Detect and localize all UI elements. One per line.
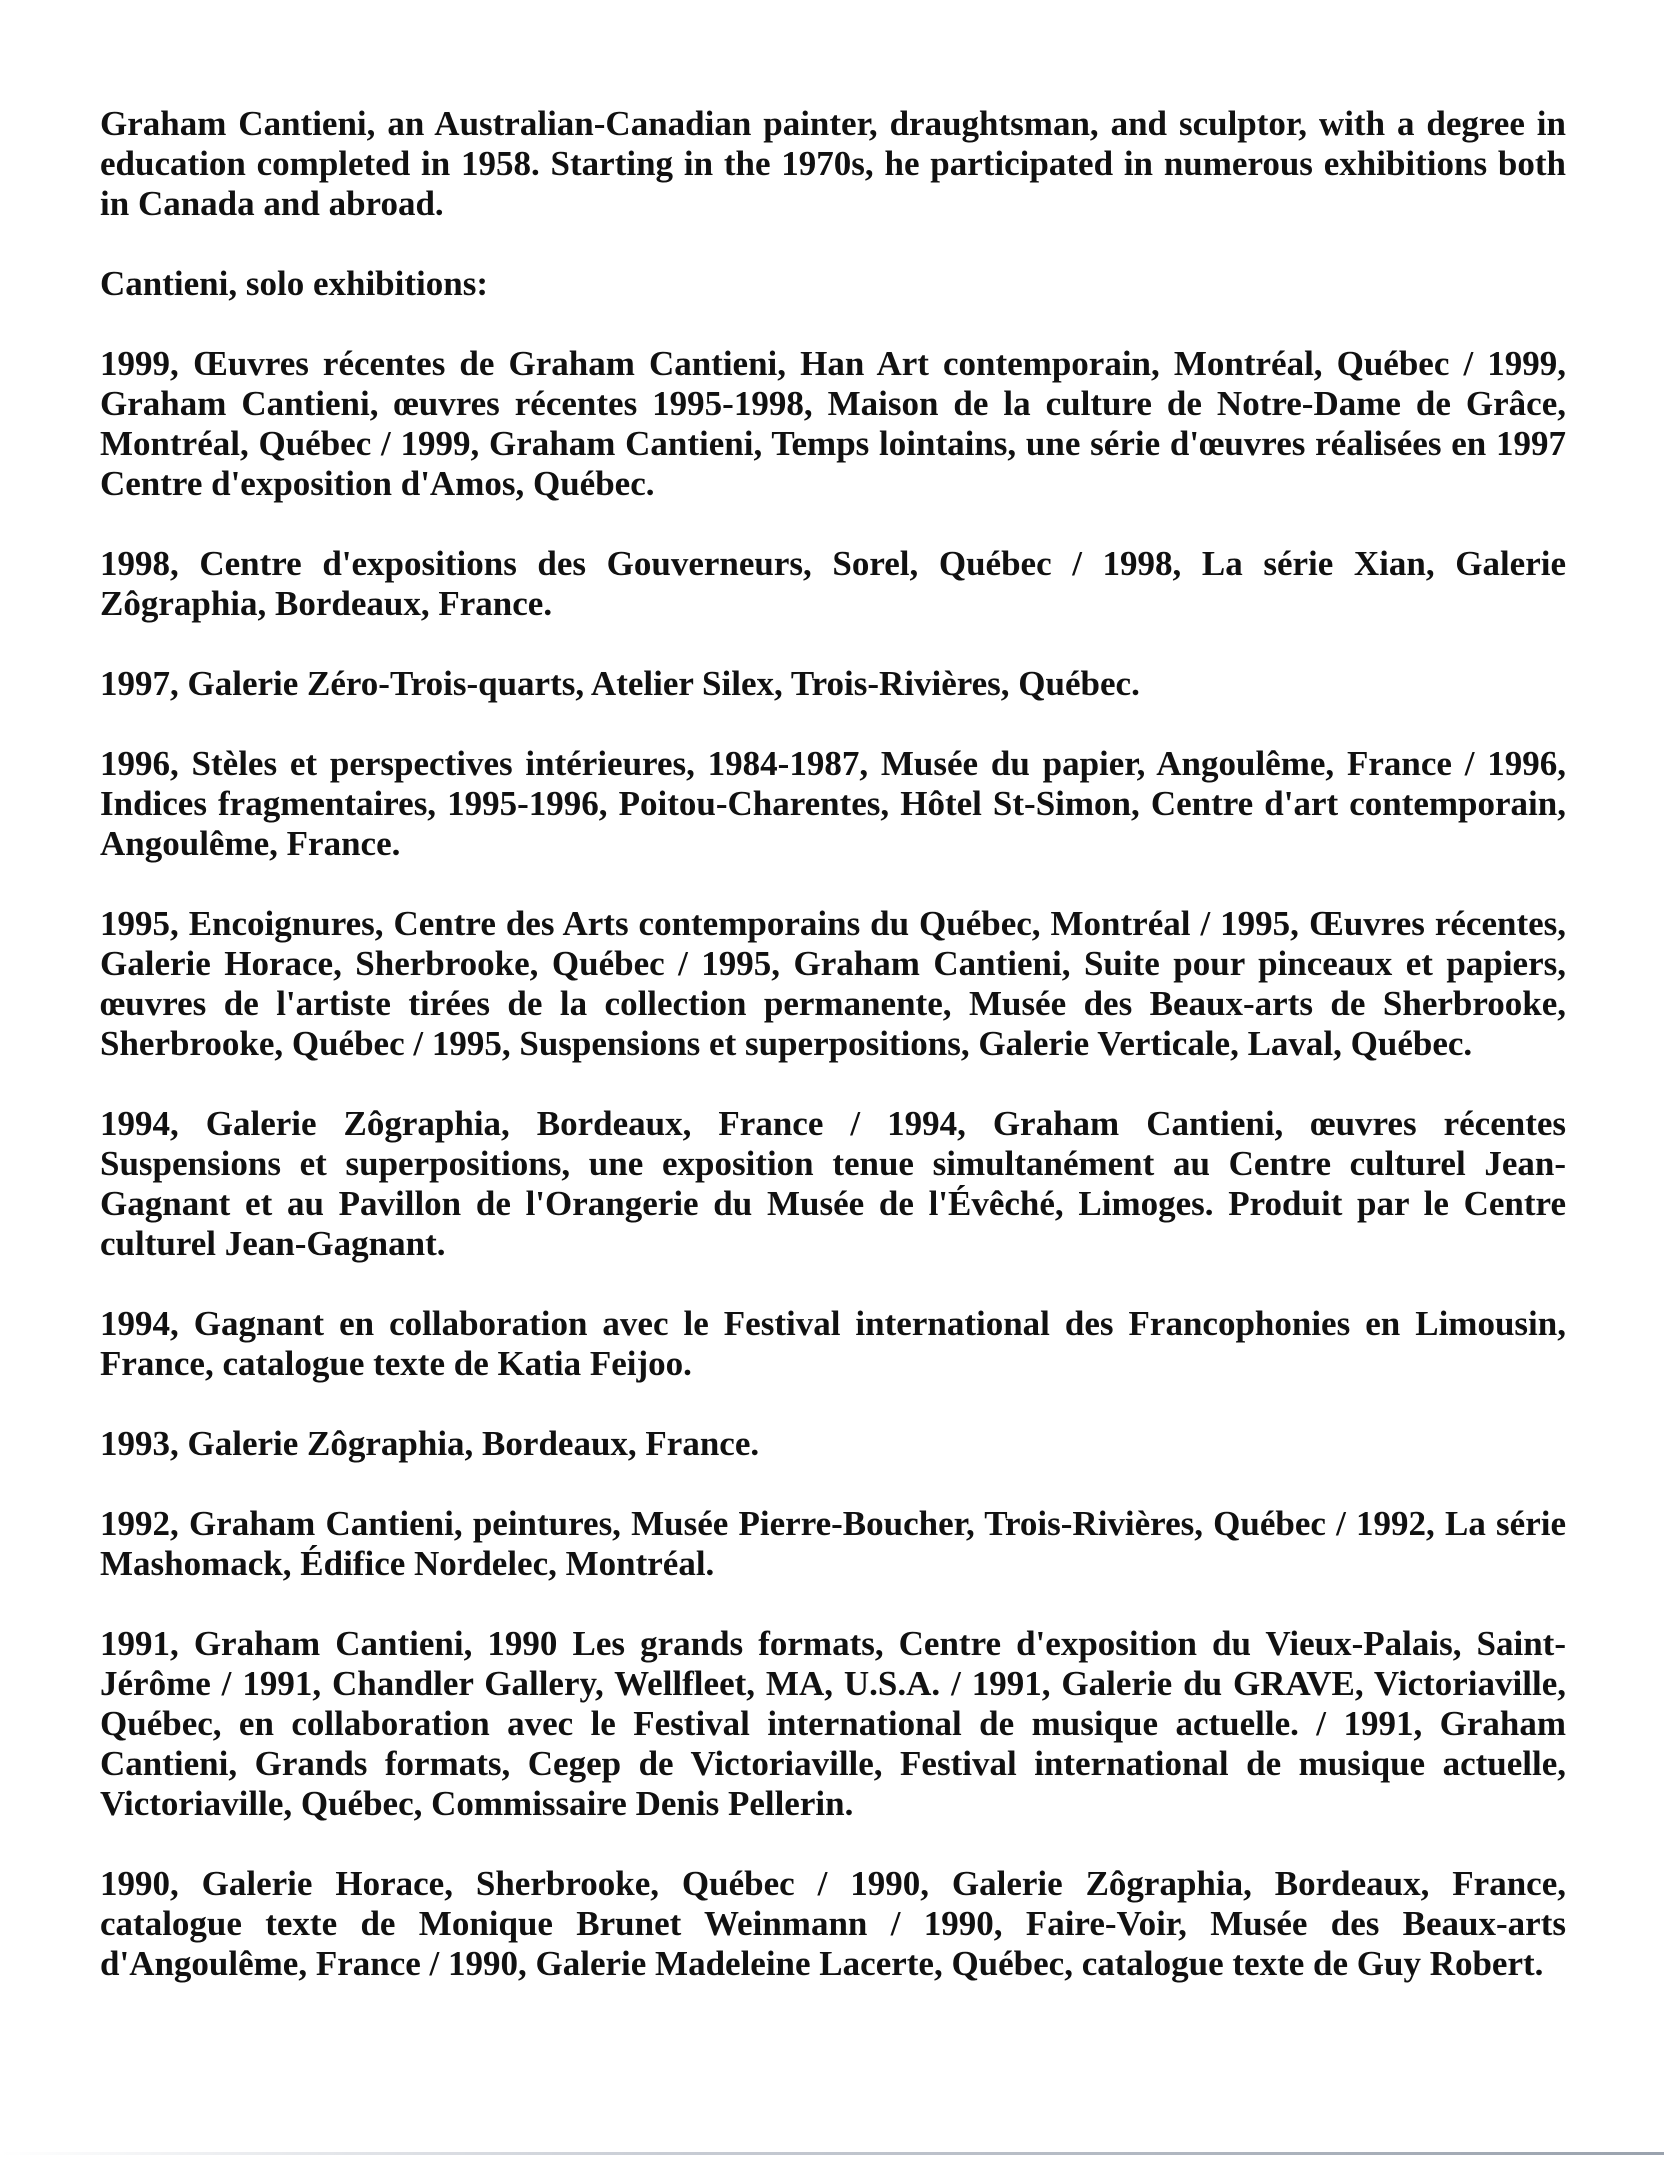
document-body xyxy=(100,104,1566,2024)
exhibition-entry-1997: 1997, Galerie Zéro-Trois-quarts, Atelier Silex, Trois-Rivières, Québec. xyxy=(100,664,1140,703)
exhibition-entry-1994-a: 1994, Galerie Zôgraphia, Bordeaux, France / 1994, Graham Cantieni, œuvres récentes Suspensions et superpositions, une exposition tenue simultanément au Centre culturel Jean-Gagnant et au Pavillon de l'Orangerie du Musée de l'Évêché, Limoges. Produit par le Centre culturel Jean-Gagnant. xyxy=(100,1104,1566,1263)
exhibition-entry-1995: 1995, Encoignures, Centre des Arts contemporains du Québec, Montréal / 1995, Œuvres récentes, Galerie Horace, Sherbrooke, Québec / 1995, Graham Cantieni, Suite pour pinceaux et papiers, œuvres de l'artiste tirées de la collection permanente, Musée des Beaux-arts de Sherbrooke, Sherbrooke, Québec / 1995, Suspensions et superpositions, Galerie Verticale, Laval, Québec. xyxy=(100,904,1566,1063)
scan-edge-line xyxy=(0,2152,1664,2155)
exhibition-entry-1999: 1999, Œuvres récentes de Graham Cantieni, Han Art contemporain, Montréal, Québec / 1999, Graham Cantieni, œuvres récentes 1995-1998, Maison de la culture de Notre-Dame de Grâce, Montréal, Québec / 1999, Graham Cantieni, Temps lointains, une série d'œuvres réalisées en 1997 Centre d'exposition d'Amos, Québec. xyxy=(100,344,1566,503)
section-heading: Cantieni, solo exhibitions: xyxy=(100,264,488,303)
exhibition-entry-1990: 1990, Galerie Horace, Sherbrooke, Québec / 1990, Galerie Zôgraphia, Bordeaux, France, catalogue texte de Monique Brunet Weinmann / 1990, Faire-Voir, Musée des Beaux-arts d'Angoulême, France / 1990, Galerie Madeleine Lacerte, Québec, catalogue texte de Guy Robert. xyxy=(100,1864,1566,1983)
exhibition-entry-1993: 1993, Galerie Zôgraphia, Bordeaux, France. xyxy=(100,1424,760,1463)
exhibition-entry-1991: 1991, Graham Cantieni, 1990 Les grands formats, Centre d'exposition du Vieux-Palais, Saint-Jérôme / 1991, Chandler Gallery, Wellfleet, MA, U.S.A. / 1991, Galerie du GRAVE, Victoriaville, Québec, en collaboration avec le Festival international de musique actuelle. / 1991, Graham Cantieni, Grands formats, Cegep de Victoriaville, Festival international de musique actuelle, Victoriaville, Québec, Commissaire Denis Pellerin. xyxy=(100,1624,1566,1823)
intro-paragraph: Graham Cantieni, an Australian-Canadian painter, draughtsman, and sculptor, with a degree in education completed in 1958. Starting in the 1970s, he participated in numerous exhibitions both in Canada and abroad. xyxy=(100,104,1566,223)
exhibition-entry-1994-b: 1994, Gagnant en collaboration avec le Festival international des Francophonies en Limousin, France, catalogue texte de Katia Feijoo. xyxy=(100,1304,1566,1383)
exhibition-entry-1998: 1998, Centre d'expositions des Gouverneurs, Sorel, Québec / 1998, La série Xian, Galerie Zôgraphia, Bordeaux, France. xyxy=(100,544,1566,623)
exhibition-entry-1996: 1996, Stèles et perspectives intérieures, 1984-1987, Musée du papier, Angoulême, France / 1996, Indices fragmentaires, 1995-1996, Poitou-Charentes, Hôtel St-Simon, Centre d'art contemporain, Angoulême, France. xyxy=(100,744,1566,863)
exhibition-entry-1992: 1992, Graham Cantieni, peintures, Musée Pierre-Boucher, Trois-Rivières, Québec / 1992, La série Mashomack, Édifice Nordelec, Montréal. xyxy=(100,1504,1566,1583)
